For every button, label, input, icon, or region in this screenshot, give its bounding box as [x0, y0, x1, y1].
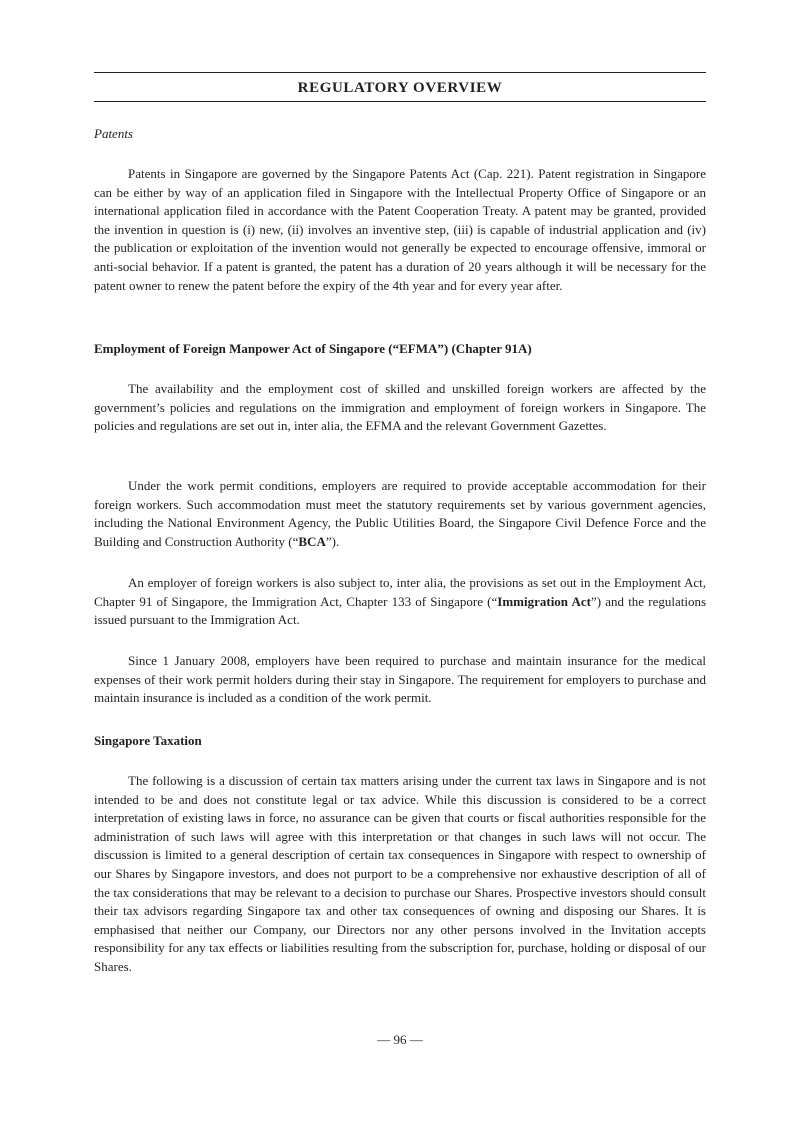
taxation-heading-block: [94, 732, 706, 750]
efma-p3-text: An employer of foreign workers is also subject to, inter alia, the provisions as set out in the Employment Act, Chapter 91 of Singapore, the Immigration Act, Chapter 133 of Singapore (“: [94, 575, 706, 609]
efma-paragraph-1-block: [94, 380, 706, 436]
header-top-rule: [94, 72, 706, 73]
taxation-heading: Singapore Taxation: [94, 733, 202, 748]
efma-paragraph-2-block: [94, 477, 706, 551]
efma-paragraph-1: The availability and the employment cost of skilled and unskilled foreign workers are affected by the government’s policies and regulations on the immigration and employment of foreign workers in Singapore. The policies and regulations are set out in, inter alia, the EFMA and the relevant Government Gazettes.: [94, 381, 706, 434]
efma-paragraph-2: [94, 477, 706, 551]
efma-paragraph-4: Since 1 January 2008, employers have been required to purchase and maintain insurance for the medical expenses of their work permit holders during their stay in Singapore. The requirement for employers to purchase and maintain insurance is included as a condition of the work permit.: [94, 653, 706, 706]
efma-heading: Employment of Foreign Manpower Act of Singapore (“EFMA”) (Chapter 91A): [94, 341, 532, 356]
taxation-paragraph: The following is a discussion of certain tax matters arising under the current tax laws in Singapore and is not intended to be and does not constitute legal or tax advice. While this discussion is considered to be a correct interpretation of existing laws in force, no assurance can be given that courts or fiscal authorities responsible for the administration of such laws will agree with this interpretation or that changes in such laws will not occur. The discussion is limited to a general description of certain tax consequences in Singapore with respect to ownership of our Shares by Singapore investors, and does not purport to be a comprehensive nor exhaustive description of all of the tax considerations that may be relevant to a decision to purchase our Shares. Prospective investors should consult their tax advisors regarding Singapore tax and other tax consequences of owning and disposing our Shares. It is emphasised that neither our Company, our Directors nor any other persons involved in the Invitation accepts responsibility for any tax effects or liabilities resulting from the subscription for, purchase, holding or disposal of our Shares.: [94, 773, 706, 974]
efma-p2-text: Under the work permit conditions, employers are required to provide acceptable accommodation for their foreign workers. Such accommodation must meet the statutory requirements set by various government agencies, including the National Environment Agency, the Public Utilities Board, the Singapore Civil Defence Force and the Building and Construction Authority (“: [94, 478, 706, 549]
patents-paragraph: Patents in Singapore are governed by the Singapore Patents Act (Cap. 221). Patent registration in Singapore can be either by way of an application filed in Singapore with the Intellectual Property Office of Singapore or an international application filed in accordance with the Patent Cooperation Treaty. A patent may be granted, provided the invention in question is (i) new, (ii) involves an inventive step, (iii) is capable of industrial application and (iv) the publication or exploitation of the invention would not generally be expected to encourage offensive, immoral or anti-social behavior. If a patent is granted, the patent has a duration of 20 years although it will be necessary for the patent owner to renew the patent before the expiry of the 4th year and for every year after.: [94, 166, 706, 293]
efma-heading-block: [94, 340, 706, 358]
taxation-paragraph-block: [94, 772, 706, 977]
patents-section: [94, 165, 706, 295]
bca-term: BCA: [298, 533, 326, 549]
efma-paragraph-3-block: [94, 574, 706, 630]
efma-p3-tail: ”) and the regulations issued pursuant to the Immigration Act.: [94, 593, 707, 628]
efma-paragraph-4-block: [94, 652, 706, 708]
efma-p2-tail: ”).: [325, 533, 340, 549]
page-header-title: REGULATORY OVERVIEW: [297, 80, 503, 96]
page-number: — 96 —: [377, 1032, 423, 1047]
patents-subheading: Patents: [94, 126, 133, 141]
efma-paragraph-3: [94, 574, 706, 630]
header-bottom-rule: [94, 101, 706, 102]
immigration-act-term: Immigration Act: [497, 593, 591, 609]
